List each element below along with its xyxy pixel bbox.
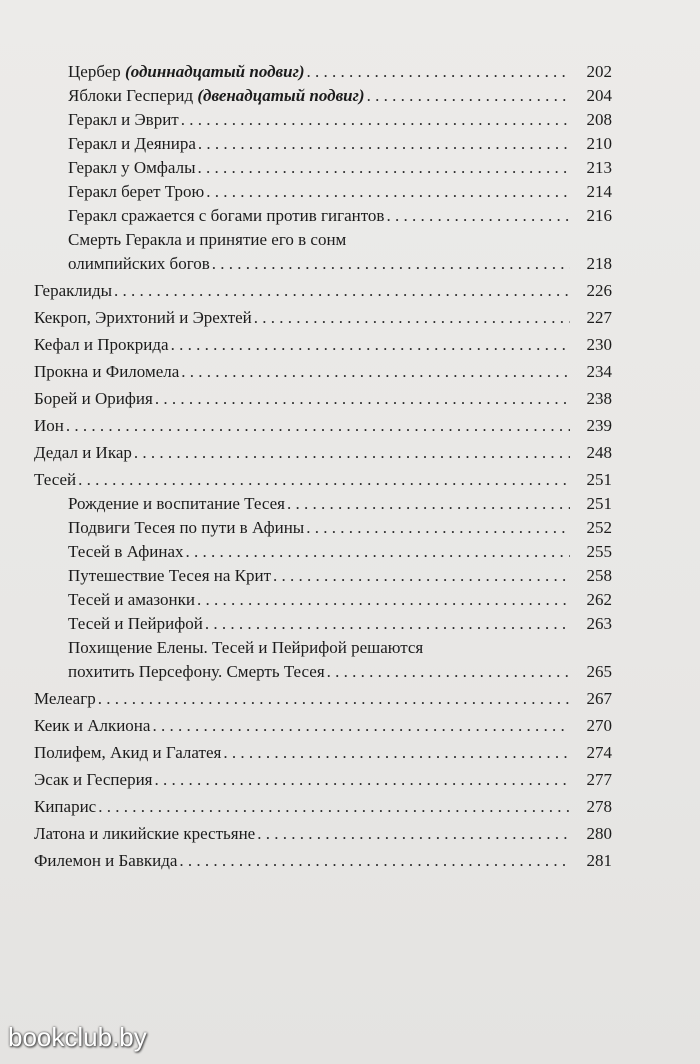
watermark: bookclub.by (8, 1022, 147, 1052)
toc-entry-title: Геракл и Эврит (68, 110, 179, 129)
toc-page-number: 277 (586, 770, 612, 789)
toc-page-number: 251 (586, 470, 612, 489)
toc-entry-title: Прокна и Филомела (34, 362, 180, 381)
toc-entry (34, 492, 612, 516)
toc-page-number: 278 (586, 797, 612, 816)
toc-entry-title: Гераклиды (34, 281, 113, 300)
toc-page-number: 267 (586, 689, 612, 708)
toc-entry-title: Путешествие Тесея на Крит (68, 566, 272, 585)
toc-page-number: 210 (586, 134, 612, 153)
dot-leader (181, 108, 570, 132)
dot-leader (367, 84, 570, 108)
dot-leader (254, 306, 570, 330)
toc-entry-title: Кефал и Прокрида (34, 335, 169, 354)
toc-page-number: 263 (586, 614, 612, 633)
dot-leader (197, 588, 570, 612)
dot-leader (386, 204, 570, 228)
dot-leader (78, 468, 570, 492)
toc-page-number: 234 (586, 362, 612, 381)
toc-entry (34, 108, 612, 132)
toc-entry (34, 714, 612, 738)
toc-entry (34, 84, 612, 108)
toc-page-number: 218 (586, 254, 612, 273)
dot-leader (257, 822, 570, 846)
toc-page-number: 226 (586, 281, 612, 300)
toc-entry (34, 333, 612, 357)
dot-leader (171, 333, 570, 357)
dot-leader (212, 252, 570, 276)
toc-entry-title: Кекроп, Эрихтоний и Эрехтей (34, 308, 252, 327)
toc-entry-title: Мелеагр (34, 689, 96, 708)
toc-entry-title: Эсак и Гесперия (34, 770, 153, 789)
toc-entry (34, 204, 612, 228)
dot-leader (181, 360, 570, 384)
toc-entry (34, 468, 612, 492)
toc-entry-title: Рождение и воспитание Тесея (68, 494, 285, 513)
toc-entry (34, 795, 612, 819)
toc-entry (34, 687, 612, 711)
toc-entry-title-line1: Смерть Геракла и принятие его в сонм (68, 230, 347, 249)
toc-entry (34, 516, 612, 540)
toc-entry-title: Цербер (68, 62, 121, 81)
toc-entry (34, 441, 612, 465)
toc-entry (34, 387, 612, 411)
toc-page-number: 274 (586, 743, 612, 762)
toc-page-number: 258 (586, 566, 612, 585)
toc-entry-title: Тесей и Пейрифой (68, 614, 203, 633)
toc-entry (34, 306, 612, 330)
toc-entry-title: Кипарис (34, 797, 97, 816)
dot-leader (134, 441, 570, 465)
toc-entry (34, 228, 612, 276)
toc-entry (34, 279, 612, 303)
toc-entry (34, 156, 612, 180)
toc-page-number: 255 (586, 542, 612, 561)
toc-page-number: 265 (586, 662, 612, 681)
toc-page-number: 281 (586, 851, 612, 870)
toc-entry-subtitle: (одиннадцатый подвиг) (125, 62, 305, 81)
toc-page-number: 227 (586, 308, 612, 327)
toc-entry-title: Кеик и Алкиона (34, 716, 151, 735)
toc-page-number: 230 (586, 335, 612, 354)
toc-entry (34, 60, 612, 84)
dot-leader (155, 387, 570, 411)
toc-entry-title-line1: Похищение Елены. Тесей и Пейрифой решаются (68, 638, 424, 657)
toc-page-number: 213 (586, 158, 612, 177)
dot-leader (306, 516, 570, 540)
toc-page-number: 239 (586, 416, 612, 435)
toc-entry (34, 612, 612, 636)
toc-page-number: 270 (586, 716, 612, 735)
toc-entry-title: Борей и Орифия (34, 389, 153, 408)
dot-leader (179, 849, 570, 873)
toc-entry (34, 849, 612, 873)
toc-entry-title: Ион (34, 416, 64, 435)
toc-entry-title: Тесей и амазонки (68, 590, 196, 609)
toc-entry-title: Дедал и Икар (34, 443, 132, 462)
dot-leader (198, 156, 570, 180)
toc-entry-title: Геракл и Деянира (68, 134, 196, 153)
dot-leader (223, 741, 570, 765)
dot-leader (273, 564, 570, 588)
toc-entry-title: Геракл берет Трою (68, 182, 205, 201)
dot-leader (155, 768, 571, 792)
toc-page-number: 251 (586, 494, 612, 513)
toc-entry (34, 360, 612, 384)
dot-leader (327, 660, 570, 684)
dot-leader (307, 60, 570, 84)
dot-leader (98, 687, 570, 711)
toc-entry (34, 132, 612, 156)
toc-entry-title: похитить Персефону. Смерть Тесея (68, 662, 325, 681)
toc-entry (34, 414, 612, 438)
toc-page-number: 280 (586, 824, 612, 843)
toc-entry (34, 540, 612, 564)
dot-leader (114, 279, 570, 303)
dot-leader (186, 540, 570, 564)
dot-leader (287, 492, 570, 516)
toc-entry-title: Тесей (34, 470, 77, 489)
toc-entry-title: Подвиги Тесея по пути в Афины (68, 518, 305, 537)
toc-page-number: 204 (586, 86, 612, 105)
toc-entry-title: олимпийских богов (68, 254, 210, 273)
toc-page-number: 214 (586, 182, 612, 201)
toc-entry (34, 636, 612, 684)
toc-entry-title: Тесей в Афинах (68, 542, 184, 561)
toc-page-number: 252 (586, 518, 612, 537)
toc-entry (34, 564, 612, 588)
toc-page-number: 216 (586, 206, 612, 225)
toc-entry-title: Филемон и Бавкида (34, 851, 178, 870)
toc-page-number: 202 (586, 62, 612, 81)
toc-entry-title: Геракл сражается с богами против гигантов (68, 206, 385, 225)
dot-leader (205, 612, 570, 636)
toc-page-number: 208 (586, 110, 612, 129)
dot-leader (66, 414, 570, 438)
dot-leader (198, 132, 570, 156)
toc-entry (34, 741, 612, 765)
toc-entry-title: Латона и ликийские крестьяне (34, 824, 256, 843)
toc-page-number: 238 (586, 389, 612, 408)
toc-entry (34, 822, 612, 846)
toc-entry-subtitle: (двенадцатый подвиг) (197, 86, 365, 105)
dot-leader (152, 714, 570, 738)
toc-entry-title: Полифем, Акид и Галатея (34, 743, 222, 762)
toc-entry-title: Геракл у Омфалы (68, 158, 196, 177)
dot-leader (98, 795, 570, 819)
toc-page-number: 262 (586, 590, 612, 609)
dot-leader (206, 180, 570, 204)
toc-page-number: 248 (586, 443, 612, 462)
table-of-contents (34, 60, 612, 873)
toc-entry-title: Яблоки Гесперид (68, 86, 194, 105)
toc-entry (34, 588, 612, 612)
toc-entry (34, 180, 612, 204)
toc-entry (34, 768, 612, 792)
